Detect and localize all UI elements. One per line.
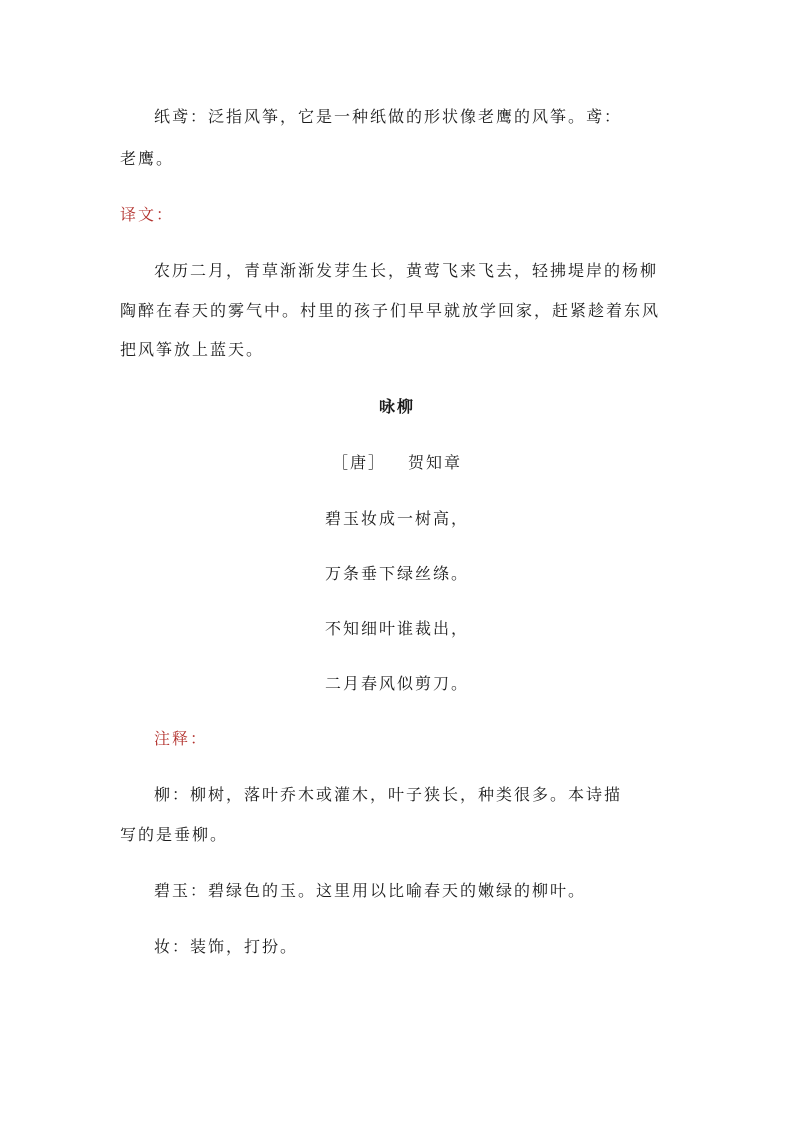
translation-line2: 陶醉在春天的雾气中。村里的孩子们早早就放学回家，赶紧趁着东风 <box>120 301 661 320</box>
poem-byline <box>0 451 794 475</box>
poem-line-4: 二月春风似剪刀。 <box>324 674 469 693</box>
notes-heading: 注释： <box>154 729 209 748</box>
poem-line-3: 不知细叶谁裁出， <box>324 619 469 638</box>
note-biyu: 碧玉：碧绿色的玉。这里用以比喻春天的嫩绿的柳叶。 <box>154 881 587 900</box>
note-liu-line1: 柳：柳树，落叶乔木或灌木，叶子狭长，种类很多。本诗描 <box>154 785 623 804</box>
poem-dynasty: ［唐］ <box>331 453 386 472</box>
poem-line-1: 碧玉妆成一树高， <box>324 509 469 528</box>
translation-heading: 译文： <box>120 205 175 224</box>
translation-line3: 把风筝放上蓝天。 <box>120 340 265 359</box>
note-zhiyuan-line2: 老鹰。 <box>120 149 175 168</box>
note-zhiyuan-line1: 纸鸢：泛指风筝，它是一种纸做的形状像老鹰的风筝。鸢： <box>154 107 623 126</box>
note-zhuang: 妆：装饰，打扮。 <box>154 937 299 956</box>
poem-author: 贺知章 <box>408 453 463 472</box>
translation-line1: 农历二月，青草渐渐发芽生长，黄莺飞来飞去，轻拂堤岸的杨柳 <box>154 261 659 280</box>
note-liu-line2: 写的是垂柳。 <box>120 825 229 844</box>
poem-title: 咏柳 <box>378 397 415 416</box>
poem-line-2: 万条垂下绿丝绦。 <box>324 564 469 583</box>
